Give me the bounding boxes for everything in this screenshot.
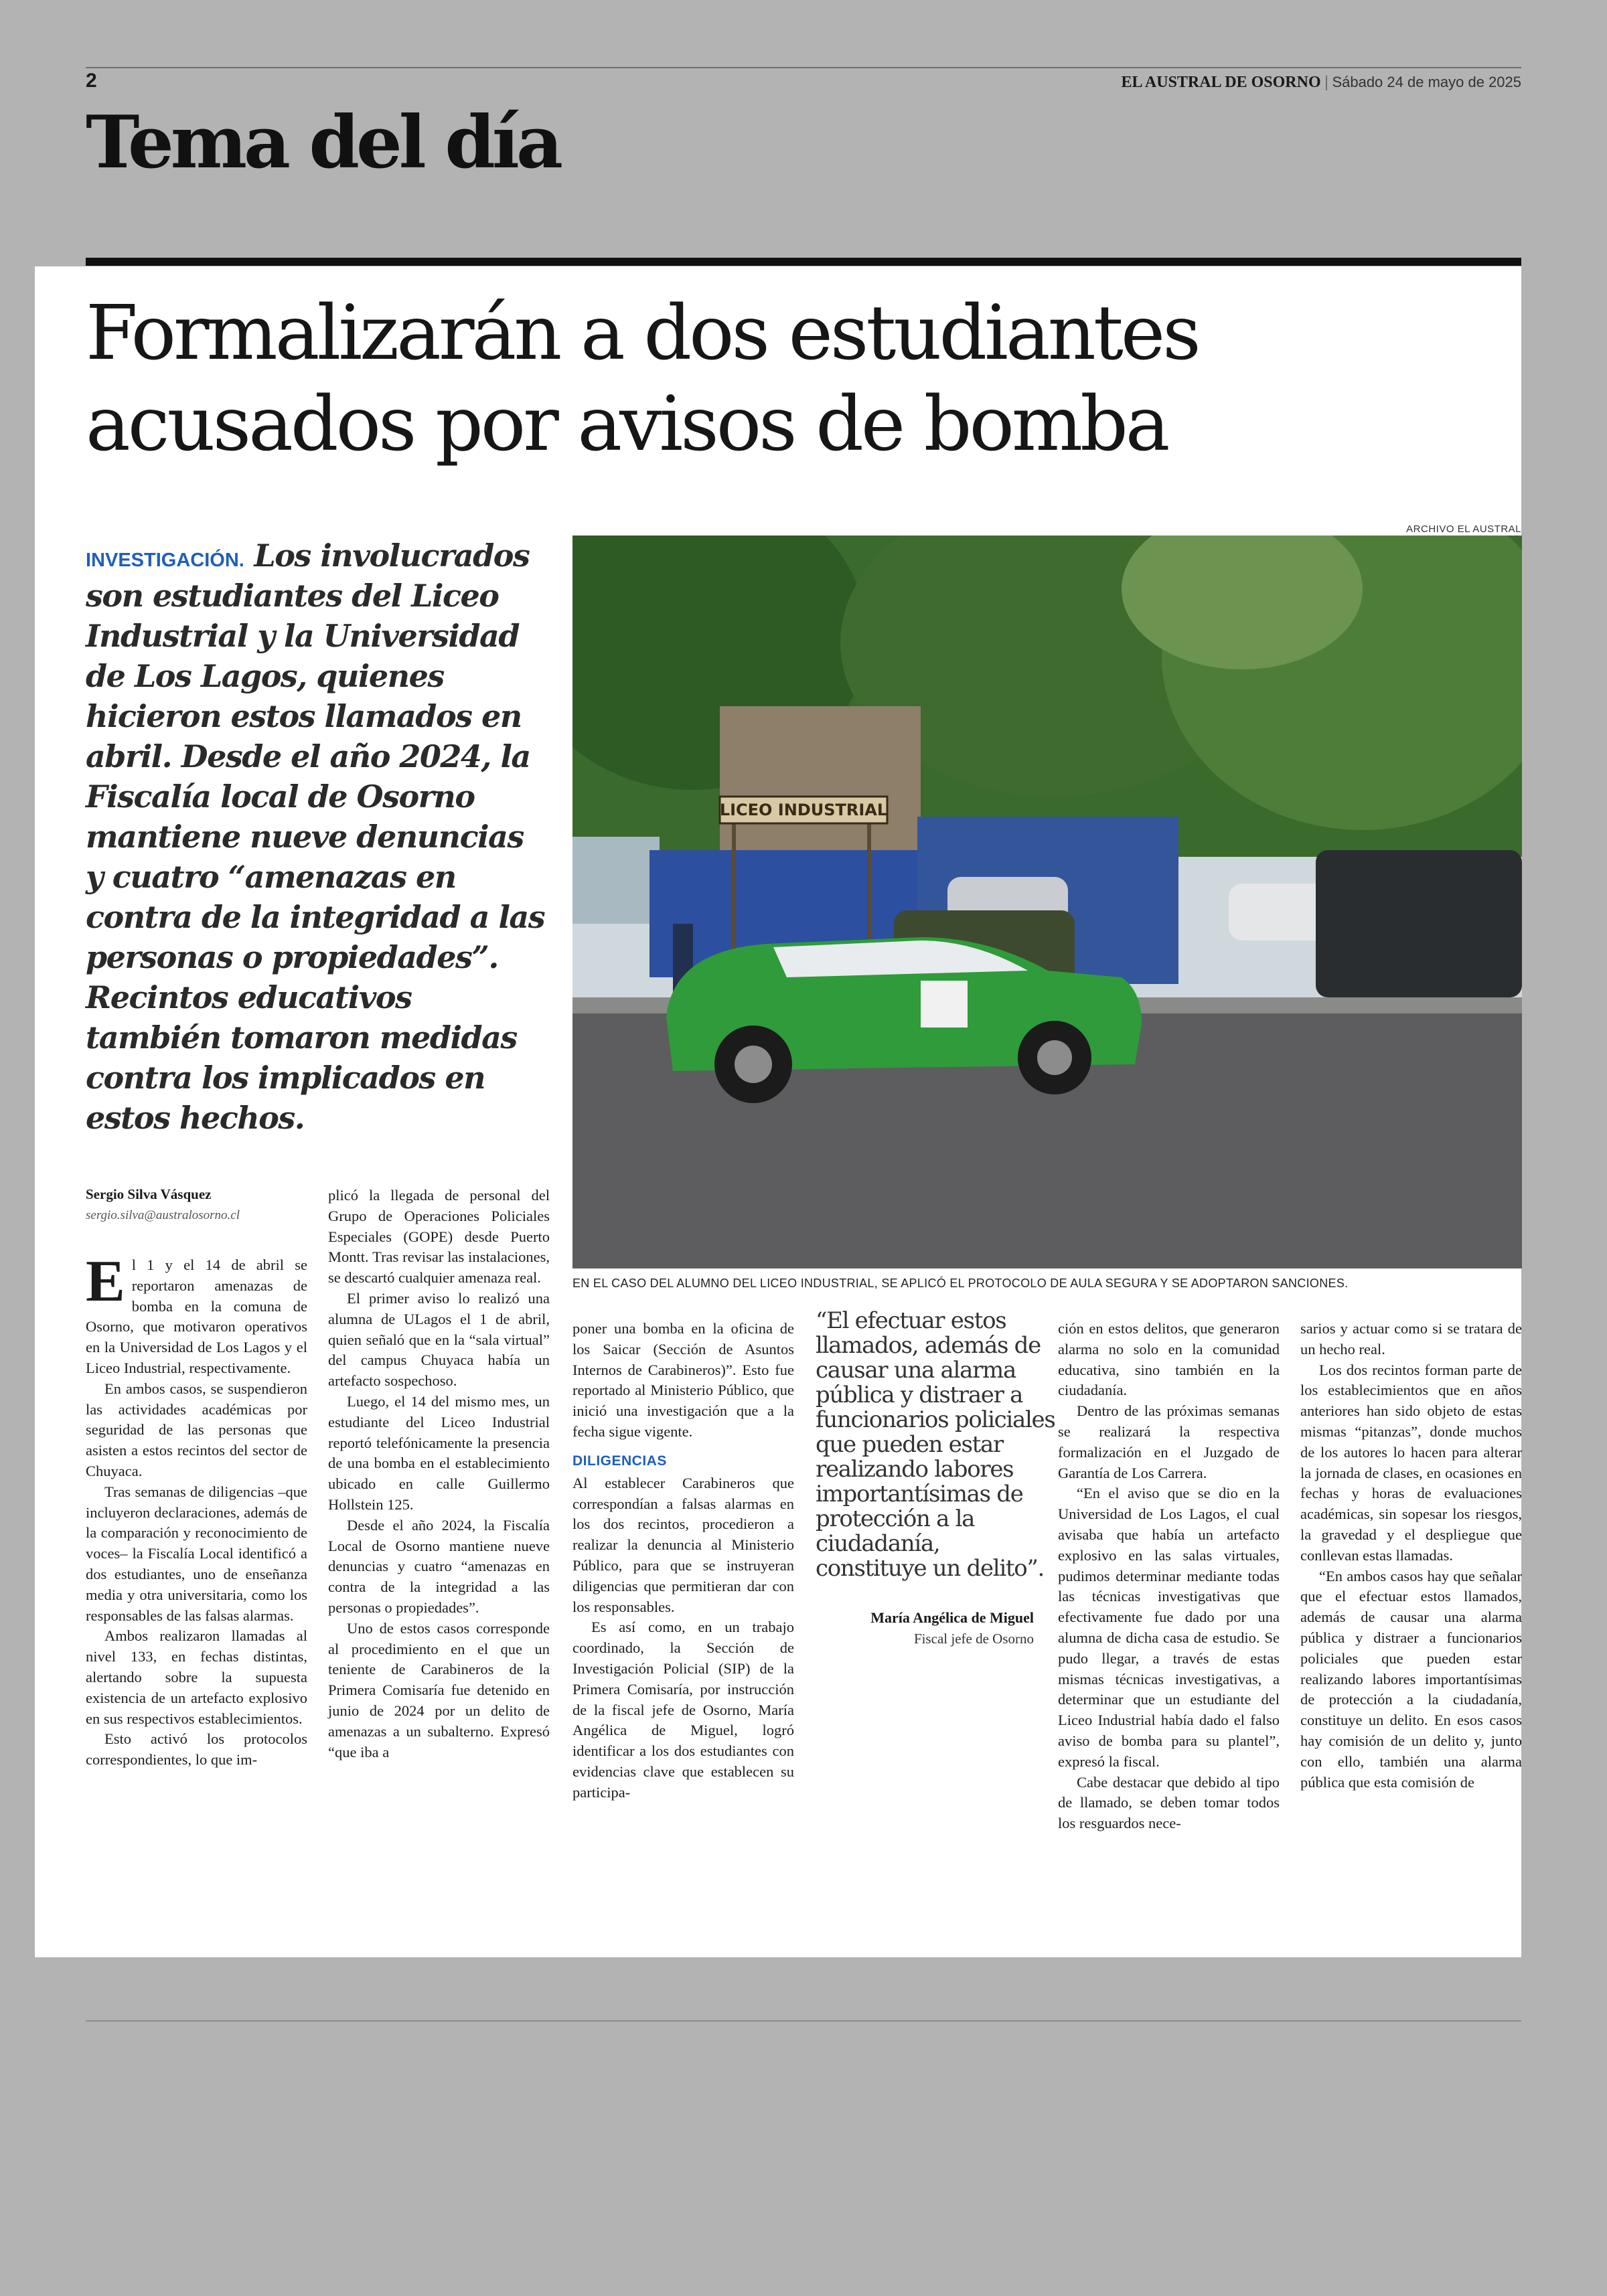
- pickup-truck: [1316, 850, 1522, 997]
- paragraph: Al establecer Carabineros que correspondían a falsas alarmas en los dos recintos, procedieron a realizar la denuncia al Ministerio Público, para que se instruyeran diligencias que permitieran dar con los responsables.: [572, 1474, 794, 1615]
- news-photo: [572, 536, 1522, 1268]
- paragraph: El primer aviso lo realizó una alumna de ULagos el 1 de abril, quien señaló que en la “sala virtual” del campus Chuyaca había un artefacto sospechoso.: [328, 1289, 550, 1390]
- body-column-3: [572, 1319, 794, 1803]
- paragraph: Dentro de las próximas semanas se realizará la respectiva formalización en el Juzgado de Garantía de Los Carrera.: [1058, 1402, 1280, 1481]
- parked-car-white-right: [1229, 884, 1329, 940]
- drop-cap: E: [86, 1249, 125, 1314]
- section-rule: [86, 258, 1521, 266]
- masthead: EL AUSTRAL DE OSORNO | Sábado 24 de mayo de 2025: [1121, 74, 1521, 91]
- paragraph: Ambos realizaron llamadas al nivel 133, en fechas distintas, alertando sobre la supuesta existencia de un artefacto explosivo en sus respectivos establecimientos.: [86, 1627, 307, 1727]
- paragraph: sarios y actuar como si se tratara de un hecho real.: [1300, 1320, 1522, 1358]
- pull-quote: “El efectuar estos llamados, además de causar una alarma pública y distraer a funcionarios policiales que pueden estar realizando labores importantísimas de protección a la ciudadanía, constituye un delito”.: [816, 1307, 1055, 1582]
- body-column-1: [86, 1249, 307, 1771]
- paragraph: “En ambos casos hay que señalar que el efectuar estos llamados, además de causar una alarma pública y distraer a funcionarios policiales que pueden estar realizando labores importantísimas de protección a la ciudadanía, constituye un delito. En esos casos hay comisión de un delito y, junto con ello, también una alarma pública que esta comisión de: [1300, 1567, 1522, 1791]
- paragraph: Uno de estos casos corresponde al procedimiento en el que un teniente de Carabineros de la Primera Comisaría fue detenido en junio de 2024 por un delito de amenazas a un subalterno. Expresó “que iba a: [328, 1619, 550, 1760]
- headline: Formalizarán a dos estudiantes acusados por avisos de bomba: [86, 290, 1199, 468]
- paragraph: En ambos casos, se suspendieron las actividades académicas por seguridad de las personas que asisten a estos recintos del sector de Chuyaca.: [86, 1380, 307, 1479]
- pull-quote-author: María Angélica de Miguel: [870, 1609, 1034, 1626]
- issue-date: Sábado 24 de mayo de 2025: [1332, 74, 1521, 90]
- page-number: 2: [86, 70, 97, 92]
- hub-rear: [1037, 1040, 1072, 1075]
- photo-illustration: [572, 536, 1522, 1268]
- paragraph: Tras semanas de diligencias –que incluyeron declaraciones, además de la comparación y reconocimiento de voces– la Fiscalía Local identificó a dos estudiantes, uno de enseñanza media y otra universitaria, como los responsables de las falsas alarmas.: [86, 1483, 307, 1624]
- paragraph: Luego, el 14 del mismo mes, un estudiante del Liceo Industrial reportó telefónicamente la presencia de una bomba en el establecimiento ubicado en calle Guillermo Hollstein 125.: [328, 1392, 550, 1513]
- body-column-2: [328, 1185, 550, 1762]
- paragraph: Los dos recintos forman parte de los establecimientos que en años anteriores han sido objeto de estas mismas “pitanzas”, donde muchos de los autores lo hacen para alterar la jornada de clases, en ocasiones en fechas y horas de evaluaciones académicas, sin sopesar los riesgos, la gravedad y el despliegue que conllevan estas llamadas.: [1300, 1361, 1522, 1564]
- body-column-5: [1300, 1319, 1522, 1793]
- left-building: [572, 837, 660, 924]
- author-name: Sergio Silva Vásquez: [86, 1186, 212, 1202]
- school-sign-text: LICEO INDUSTRIAL: [719, 801, 888, 819]
- section-title: Tema del día: [86, 100, 560, 185]
- photo-caption: EN EL CASO DEL ALUMNO DEL LICEO INDUSTRIAL, SE APLICÓ EL PROTOCOLO DE AULA SEGURA Y SE ADOPTARON SANCIONES.: [572, 1277, 1349, 1290]
- photo-credit: ARCHIVO EL AUSTRAL: [1406, 523, 1521, 535]
- lead-kicker: INVESTIGACIÓN.: [86, 550, 244, 571]
- top-rule: [86, 67, 1521, 68]
- body-column-4: [1058, 1319, 1280, 1834]
- paragraph: ción en estos delitos, que generaron alarma no solo en la comunidad educativa, sino también en la ciudadanía.: [1058, 1320, 1280, 1399]
- paragraph: “En el aviso que se dio en la Universidad de Los Lagos, el cual avisaba que había un artefacto explosivo en las salas virtuales, pudimos determinar mediante todas las técnicas investigativas que efectivamente fue dado por una alumna de dicha casa de estudio. Se pudo llegar, a través de estas mismas técnicas investigativas, a determinar que un estudiante del Liceo Industrial había dado el falso aviso de bomba para su plantel”, expresó la fiscal.: [1058, 1485, 1280, 1770]
- paragraph: Cabe destacar que debido al tipo de llamado, se deben tomar todos los resguardos nece-: [1058, 1773, 1280, 1832]
- sign-post-left: [732, 800, 736, 974]
- lead-text: Los involucrados son estudiantes del Liceo Industrial y la Universidad de Los Lagos, quienes hicieron estos llamados en abril. Desde el año 2024, la Fiscalía local de Osorno mantiene nueve denuncias y cuatro “amenazas en contra de la integridad a las personas o propiedades”. Recintos educativos también tomaron medidas contra los implicados en estos hechos.: [86, 538, 545, 1136]
- pull-quote-role: Fiscal jefe de Osorno: [913, 1631, 1034, 1647]
- paragraph: poner una bomba en la oficina de los Saicar (Sección de Asuntos Internos de Carabineros)”. Esto fue reportado al Ministerio Público, que inició una investigación que a la fecha sigue vigente.: [572, 1320, 794, 1440]
- paragraph: El 1 y el 14 de abril se reportaron amenazas de bomba en la comuna de Osorno, que motivaron operativos en la Universidad de Los Lagos y el Liceo Industrial, respectivamente.: [86, 1249, 307, 1376]
- paragraph: plicó la llegada de personal del Grupo de Operaciones Policiales Especiales (GOPE) desde Puerto Montt. Tras revisar las instalaciones, se descartó cualquier amenaza real.: [328, 1187, 550, 1287]
- byline: [86, 1186, 327, 1223]
- lead-summary: [86, 536, 548, 1138]
- paragraph: Desde el año 2024, la Fiscalía Local de Osorno mantiene nueve denuncias y cuatro “amenazas en contra de la integridad a las personas o propiedades”.: [328, 1516, 550, 1616]
- paper-name: EL AUSTRAL DE OSORNO: [1121, 74, 1321, 91]
- author-email: sergio.silva@australosorno.cl: [86, 1208, 240, 1222]
- subhead-diligencias: DILIGENCIAS: [572, 1453, 667, 1469]
- bottom-rule: [86, 2020, 1521, 2022]
- hub-front: [735, 1046, 772, 1083]
- paragraph: Es así como, en un trabajo coordinado, la Sección de Investigación Policial (SIP) de la Primera Comisaría, por instrucción de la fiscal jefe de Osorno, María Angélica de Miguel, logró identificar a los dos estudiantes con evidencias clave que establecen su participa-: [572, 1619, 794, 1801]
- police-car-door-panel: [921, 981, 968, 1028]
- paragraph: Esto activó los protocolos correspondientes, lo que im-: [86, 1730, 307, 1769]
